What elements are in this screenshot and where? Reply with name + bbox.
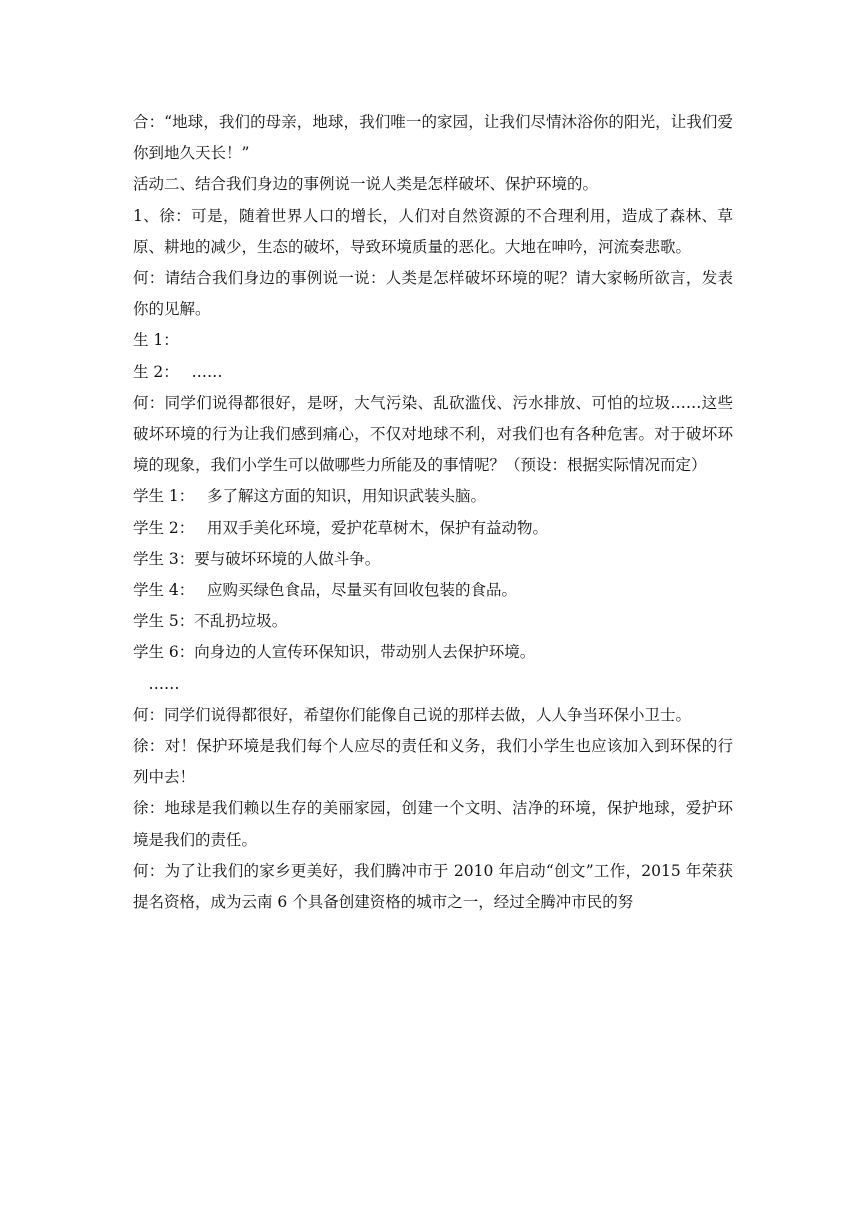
paragraph-student-1: 生 1： [133,331,179,350]
paragraph-pupil-5: 学生 5：不乱扔垃圾。 [133,612,288,631]
paragraph-pupil-2: 学生 2： 用双手美化环境，爱护花草树木，保护有益动物。 [133,518,548,537]
paragraph-pupil-1: 学生 1： 多了解这方面的知识，用知识武装头脑。 [133,487,486,506]
paragraph-pupil-3: 学生 3：要与破坏环境的人做斗争。 [133,549,381,568]
paragraph-xu-responsibility: 徐：对！保护环境是我们每个人应尽的责任和义务，我们小学生也应该加入到环保的行列中去！ [133,737,733,787]
paragraph-he-summary: 何：同学们说得都很好，是呀，大气污染、乱砍滥伐、污水排放、可怕的垃圾……这些破坏环境的行为让我们感到痛心，不仅对地球不利，对我们也有各种危害。对于破坏环境的现象，我们小学生可以做哪些力所能及的事情呢？（预设：根据实际情况而定） [133,393,733,475]
paragraph-pupil-4: 学生 4： 应购买绿色食品，尽量买有回收包装的食品。 [133,581,517,600]
document-body [133,107,733,918]
paragraph-pupil-6: 学生 6：向身边的人宣传环保知识，带动别人去保护环境。 [133,643,536,662]
paragraph-he-question: 何：请结合我们身边的事例说一说：人类是怎样破坏环境的呢？请大家畅所欲言，发表你的见解。 [133,269,733,319]
paragraph-activity-two-heading: 活动二、结合我们身边的事例说一说人类是怎样破坏、保护环境的。 [133,175,599,194]
paragraph-student-2: 生 2： …… [133,362,223,381]
paragraph-xu-earth-home: 徐：地球是我们赖以生存的美丽家园，创建一个文明、洁净的环境，保护地球，爱护环境是我们的责任。 [133,799,733,849]
paragraph-he-praise: 何：同学们说得都很好，希望你们能像自己说的那样去做，人人争当环保小卫士。 [133,705,692,724]
paragraph-he-tengchong: 何：为了让我们的家乡更美好，我们腾冲市于 2010 年启动“创文”工作，2015 年荣获提名资格，成为云南 6 个具备创建资格的城市之一，经过全腾冲市民的努 [133,861,733,912]
paragraph-xu-intro: 1、徐：可是，随着世界人口的增长，人们对自然资源的不合理利用，造成了森林、草原、耕地的减少，生态的破坏，导致环境质量的恶化。大地在呻吟，河流奏悲歌。 [133,206,733,256]
paragraph-chorus: 合：“地球，我们的母亲，地球，我们唯一的家园，让我们尽情沐浴你的阳光，让我们爱你到地久天长！” [133,113,733,163]
paragraph-ellipsis: …… [133,674,180,693]
